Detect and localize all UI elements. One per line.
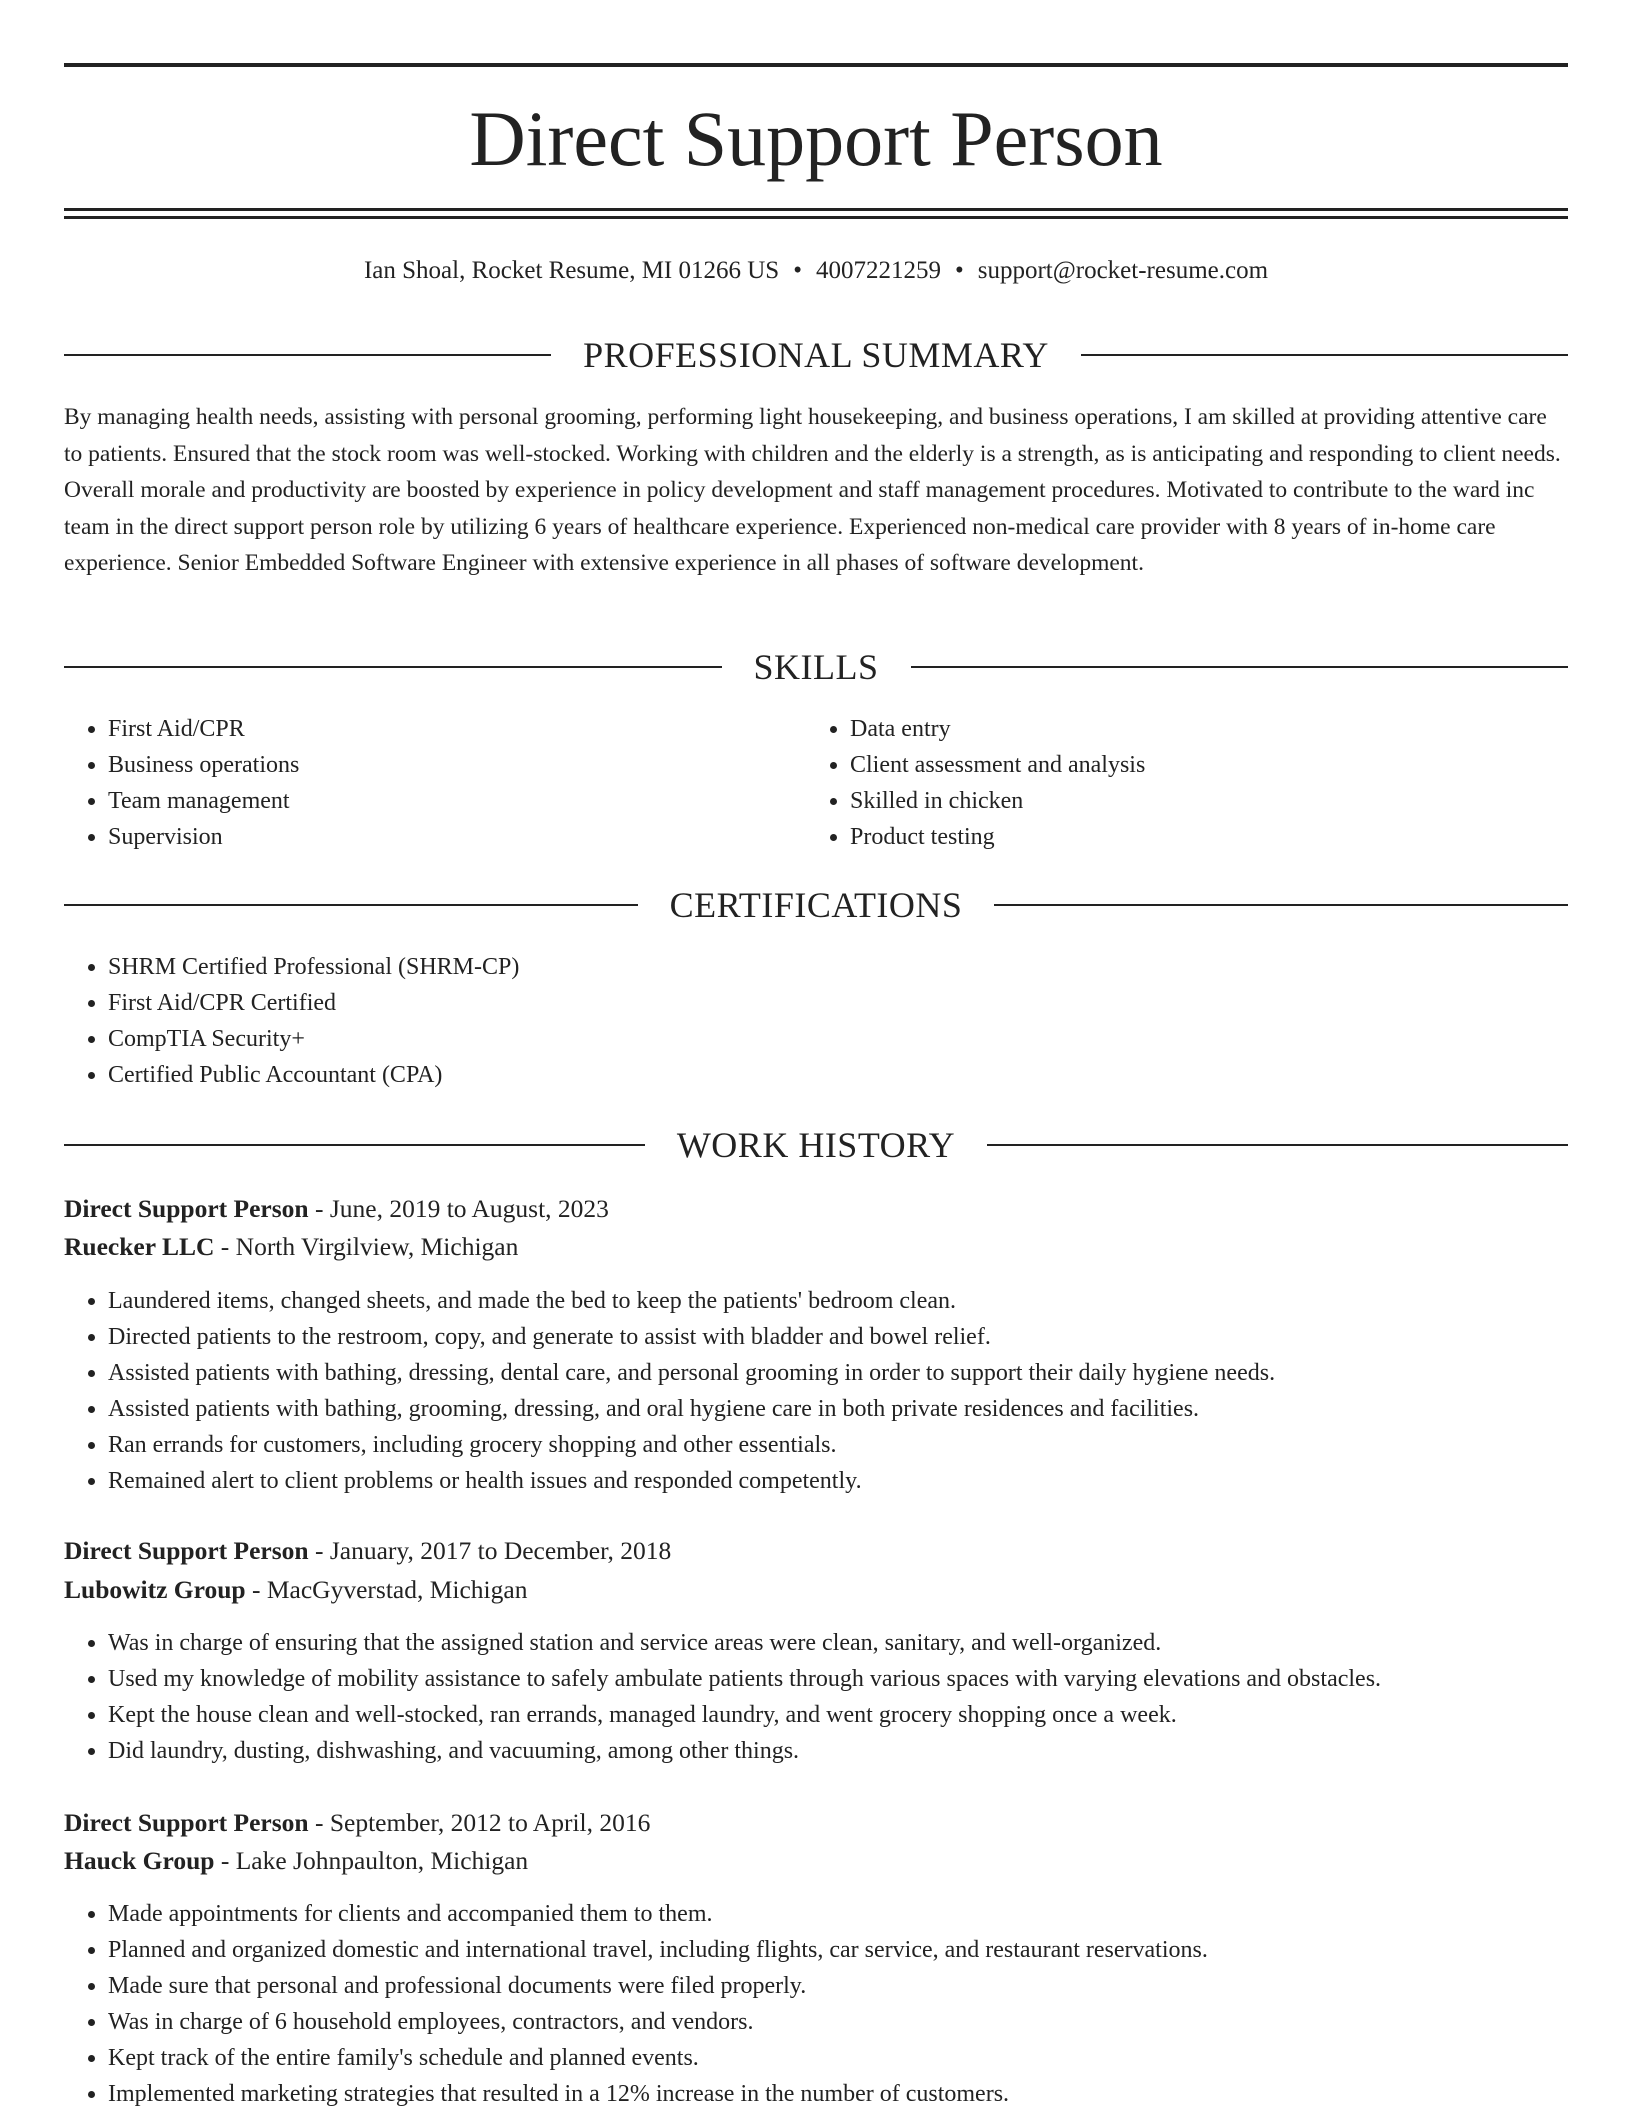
contact-email: support@rocket-resume.com — [977, 257, 1269, 284]
job-bullets — [64, 1625, 1608, 1769]
job-bullet: • Was in charge of 6 household employees, contractors, and vendors. — [108, 2004, 1608, 2040]
divider-line — [994, 904, 1568, 906]
job-bullet: • Made appointments for clients and accompanied them to them. — [108, 1896, 1608, 1932]
skill-item: • First Aid/CPR — [108, 711, 808, 747]
job-title-line — [64, 1804, 650, 1842]
skills-list-left — [64, 711, 808, 855]
skill-item: • Product testing — [850, 819, 1550, 855]
job-company: Lubowitz Group — [64, 1575, 246, 1604]
job-bullet: • Ran errands for customers, including grocery shopping and other essentials. — [108, 1427, 1608, 1463]
job-bullet: • Planned and organized domestic and international travel, including flights, car service, and restaurant reservations. — [108, 1932, 1608, 1968]
title-rule-lower — [64, 216, 1568, 219]
section-title: SKILLS — [753, 647, 879, 687]
job-bullet: • Used my knowledge of mobility assistance to safely ambulate patients through various spaces with varying elevations and obstacles. — [108, 1661, 1608, 1697]
section-title: CERTIFICATIONS — [669, 885, 963, 925]
job-company-line — [64, 1842, 528, 1880]
section-header-summary — [64, 333, 1568, 377]
divider-line — [64, 1144, 645, 1146]
job-location: - Lake Johnpaulton, Michigan — [214, 1846, 529, 1875]
section-title: WORK HISTORY — [676, 1125, 956, 1165]
job-bullet: • Assisted patients with bathing, dressing, dental care, and personal grooming in order to support their daily hygiene needs. — [108, 1355, 1608, 1391]
job-company: Ruecker LLC — [64, 1232, 215, 1261]
contact-separator: • — [793, 257, 802, 284]
top-rule — [64, 63, 1568, 67]
skill-item: • Data entry — [850, 711, 1550, 747]
skill-item: • Client assessment and analysis — [850, 747, 1550, 783]
certification-item: • First Aid/CPR Certified — [108, 985, 1508, 1021]
job-company-line — [64, 1228, 518, 1266]
section-header-work-history — [64, 1123, 1568, 1167]
job-title: Direct Support Person — [64, 1194, 309, 1223]
section-header-skills — [64, 645, 1568, 689]
contact-separator: • — [954, 257, 964, 284]
job-bullet: • Remained alert to client problems or health issues and responded competently. — [108, 1463, 1608, 1499]
job-title-line — [64, 1532, 671, 1570]
job-bullets — [64, 1283, 1608, 1499]
job-bullet: • Was in charge of ensuring that the assigned station and service areas were clean, sanitary, and well-organized. — [108, 1625, 1608, 1661]
job-bullet: • Assisted patients with bathing, grooming, dressing, and oral hygiene care in both private residences and facilities. — [108, 1391, 1608, 1427]
job-location: - North Virgilview, Michigan — [214, 1232, 519, 1261]
title-rule-upper — [64, 208, 1568, 211]
summary-text: By managing health needs, assisting with personal grooming, performing light housekeeping, and business operations, I am skilled at providing attentive care to patients. Ensured that the stock room was well-stocked. Working with children and the elderly is a strength, as is anticipating and responding to client needs. Overall morale and productivity are boosted by experience in policy development and staff management procedures. Motivated to contribute to the ward inc team in the direct support person role by utilizing 6 years of healthcare experience. Experienced non-medical care provider with 8 years of in-home care experience. Senior Embedded Software Engineer with extensive experience in all phases of software development. — [64, 404, 1561, 576]
section-header-certifications — [64, 883, 1568, 927]
divider-line — [64, 354, 551, 356]
job-bullet: • Implemented marketing strategies that resulted in a 12% increase in the number of customers. — [108, 2076, 1608, 2112]
job-bullet: • Directed patients to the restroom, copy, and generate to assist with bladder and bowel relief. — [108, 1319, 1608, 1355]
divider-line — [64, 666, 722, 668]
certification-item: • SHRM Certified Professional (SHRM-CP) — [108, 949, 1508, 985]
contact-line — [64, 255, 1568, 287]
job-location: - MacGyverstad, Michigan — [245, 1575, 528, 1604]
job-dates: - June, 2019 to August, 2023 — [308, 1194, 609, 1223]
skill-item: • Skilled in chicken — [850, 783, 1550, 819]
job-company-line — [64, 1571, 527, 1609]
certifications-list — [64, 949, 1508, 1093]
job-dates: - September, 2012 to April, 2016 — [308, 1808, 651, 1837]
skill-item: • Supervision — [108, 819, 808, 855]
divider-line — [987, 1144, 1568, 1146]
contact-phone: 4007221259 — [815, 257, 941, 284]
section-title: PROFESSIONAL SUMMARY — [583, 335, 1049, 375]
job-dates: - January, 2017 to December, 2018 — [308, 1536, 672, 1565]
certification-item: • CompTIA Security+ — [108, 1021, 1508, 1057]
job-company: Hauck Group — [64, 1846, 215, 1875]
job-title: Direct Support Person — [64, 1808, 309, 1837]
job-bullet: • Kept track of the entire family's schedule and planned events. — [108, 2040, 1608, 2076]
job-title: Direct Support Person — [64, 1536, 309, 1565]
divider-line — [911, 666, 1569, 668]
resume-title: Direct Support Person — [469, 95, 1163, 182]
job-bullet: • Made sure that personal and professional documents were filed properly. — [108, 1968, 1608, 2004]
job-bullet: • Kept the house clean and well-stocked, ran errands, managed laundry, and went grocery shopping once a week. — [108, 1697, 1608, 1733]
job-bullet: • Laundered items, changed sheets, and made the bed to keep the patients' bedroom clean. — [108, 1283, 1608, 1319]
skill-item: • Business operations — [108, 747, 808, 783]
divider-line — [64, 904, 638, 906]
job-bullets — [64, 1896, 1608, 2112]
job-title-line — [64, 1190, 609, 1228]
skills-list-right — [806, 711, 1550, 855]
divider-line — [1081, 354, 1568, 356]
job-bullet: • Did laundry, dusting, dishwashing, and vacuuming, among other things. — [108, 1733, 1608, 1769]
certification-item: • Certified Public Accountant (CPA) — [108, 1057, 1508, 1093]
skill-item: • Team management — [108, 783, 808, 819]
contact-address: Ian Shoal, Rocket Resume, MI 01266 US — [363, 257, 780, 284]
